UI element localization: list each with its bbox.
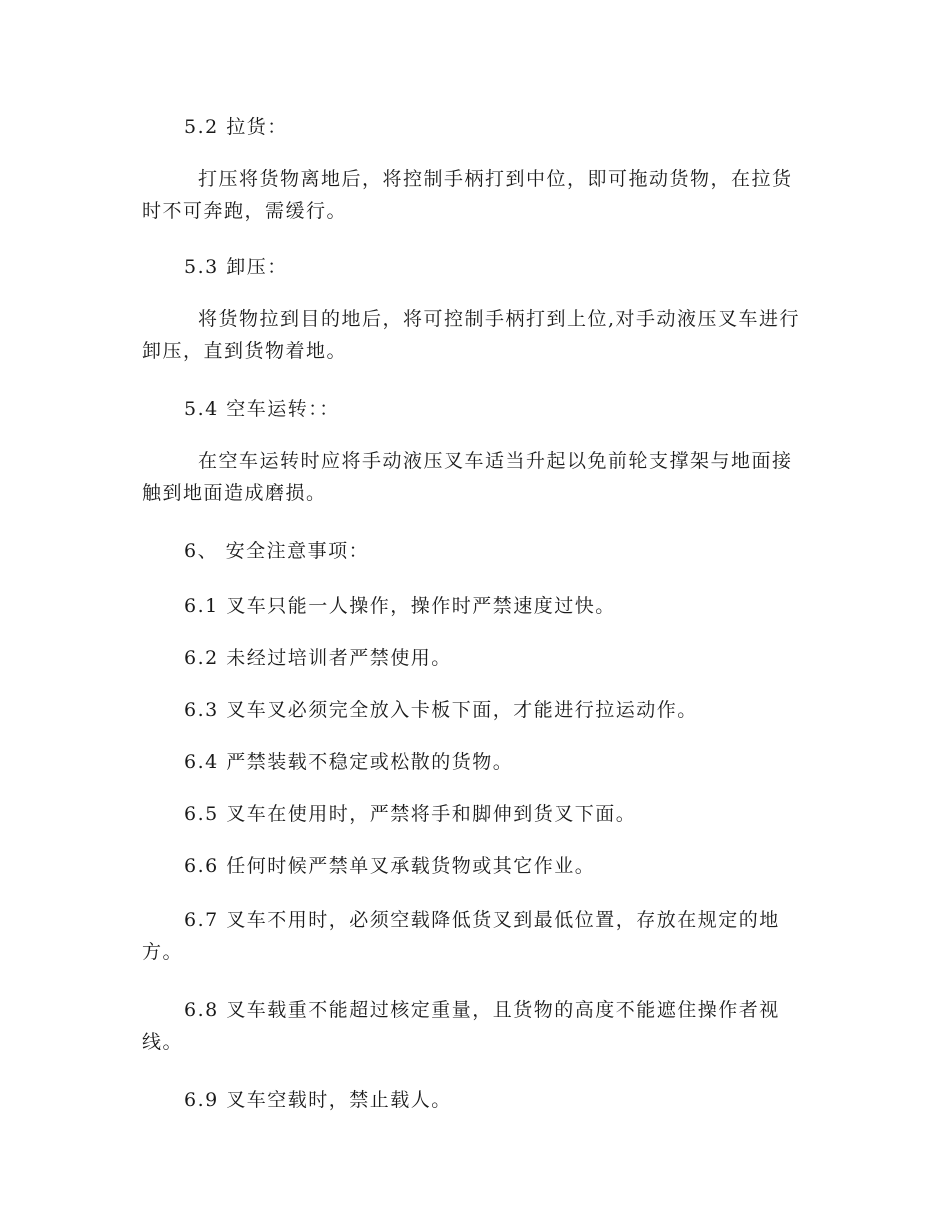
list-item-6-8: 6.8 叉车载重不能超过核定重量，且货物的高度不能遮住操作者视线。 bbox=[142, 999, 780, 1053]
section-heading-5-3: 5.3 卸压： bbox=[184, 256, 288, 278]
list-item-6-6: 6.6 任何时候严禁单叉承载货物或其它作业。 bbox=[184, 855, 596, 877]
section-heading-6: 6、 安全注意事项： bbox=[184, 540, 370, 562]
list-item-6-9: 6.9 叉车空载时，禁止载人。 bbox=[184, 1089, 452, 1111]
list-item-6-1: 6.1 叉车只能一人操作，操作时严禁速度过快。 bbox=[184, 595, 616, 617]
list-item-6-5: 6.5 叉车在使用时，严禁将手和脚伸到货叉下面。 bbox=[184, 803, 637, 825]
paragraph-5-4: 在空车运转时应将手动液压叉车适当升起以免前轮支撑架与地面接触到地面造成磨损。 bbox=[142, 450, 793, 504]
section-heading-5-4: 5.4 空车运转：： bbox=[184, 398, 340, 420]
list-item-6-2: 6.2 未经过培训者严禁使用。 bbox=[184, 647, 452, 669]
section-heading-5-2: 5.2 拉货： bbox=[184, 116, 288, 138]
paragraph-5-3: 将货物拉到目的地后，将可控制手柄打到上位,对手动液压叉车进行卸压，直到货物着地。 bbox=[142, 308, 801, 362]
list-item-6-4: 6.4 严禁装载不稳定或松散的货物。 bbox=[184, 751, 514, 773]
paragraph-5-2: 打压将货物离地后，将控制手柄打到中位，即可拖动货物，在拉货时不可奔跑，需缓行。 bbox=[142, 168, 793, 222]
list-item-6-7: 6.7 叉车不用时，必须空载降低货叉到最低位置，存放在规定的地方。 bbox=[142, 909, 780, 963]
list-item-6-3: 6.3 叉车叉必须完全放入卡板下面，才能进行拉运动作。 bbox=[184, 699, 698, 721]
